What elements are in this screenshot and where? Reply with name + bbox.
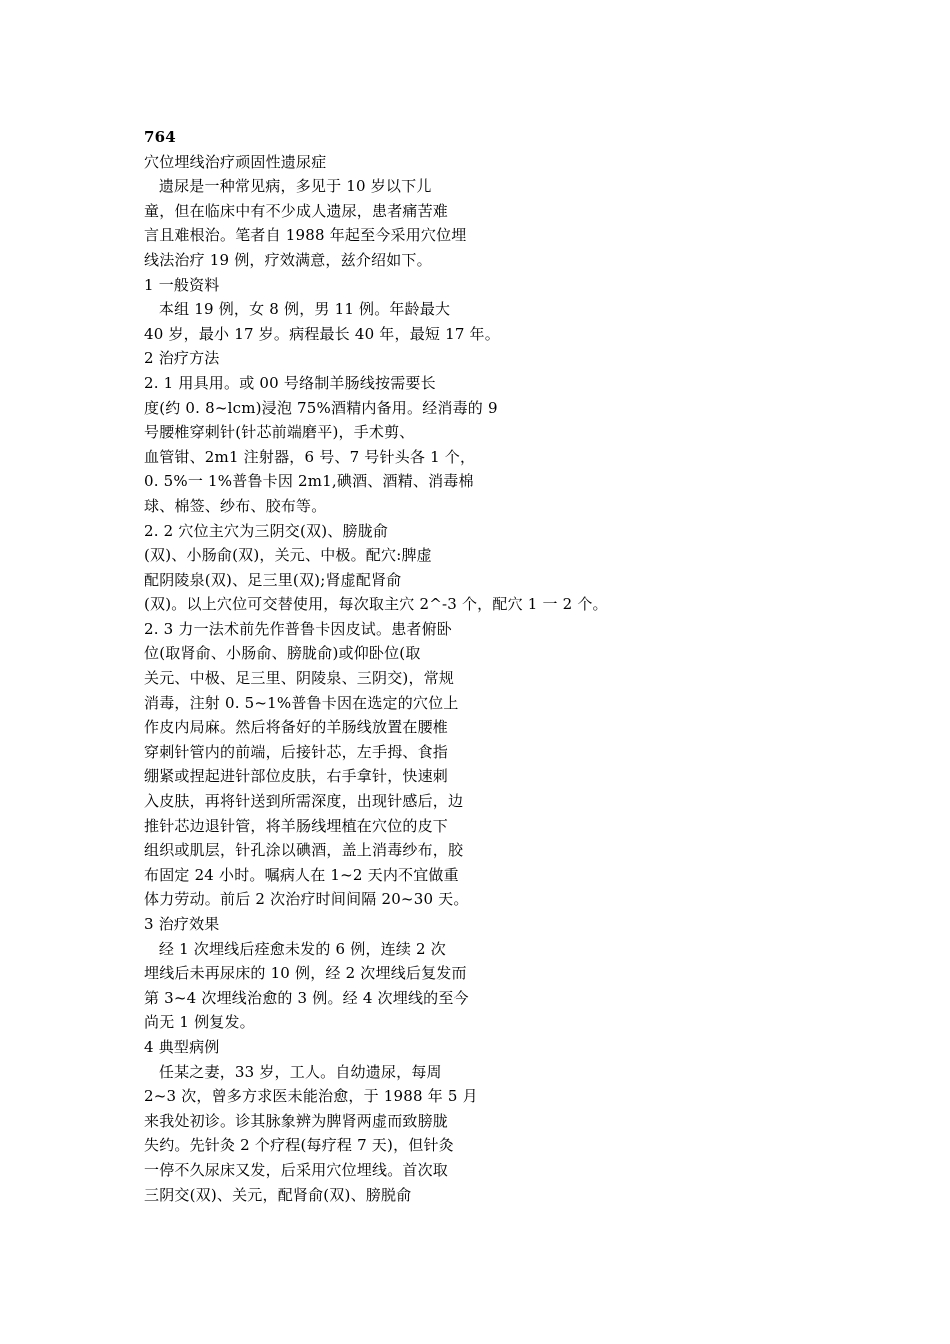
document-page (144, 125, 844, 1207)
text-line: 2. 2 穴位主穴为三阴交(双)、膀胧俞 (144, 521, 389, 540)
text-line: 2~3 次，曾多方求医未能治愈，于 1988 年 5 月 (144, 1087, 478, 1106)
text-line: 童，但在临床中有不少成人遗尿，患者痛苦难 (144, 201, 449, 220)
text-line: 埋线后未再尿床的 10 例，经 2 次埋线后复发而 (144, 964, 467, 983)
text-line: 遗尿是一种常见病，多见于 10 岁以下儿 (144, 177, 432, 196)
text-line: 组织或肌层，针孔涂以碘酒，盖上消毒纱布，胶 (144, 841, 464, 860)
text-line: 穿刺针管内的前端，后接针芯，左手拇、食指 (144, 742, 449, 761)
text-line: 血管钳、2m1 注射器，6 号、7 号针头各 1 个， (144, 447, 476, 466)
text-line: 三阴交(双)、关元，配肾俞(双)、膀脱俞 (144, 1185, 412, 1204)
text-line: 入皮肤，再将针送到所需深度，出现针感后，边 (144, 792, 464, 811)
text-line: 配阴陵泉(双)、足三里(双);肾虚配肾俞 (144, 570, 402, 589)
text-line: 4 典型病例 (144, 1037, 220, 1056)
text-line: 线法治疗 19 例，疗效满意，兹介绍如下。 (144, 250, 432, 269)
text-line: 位(取肾俞、小肠俞、膀胧俞)或仰卧位(取 (144, 644, 421, 663)
document-body (144, 150, 844, 1208)
text-line: 第 3~4 次埋线治愈的 3 例。经 4 次埋线的至今 (144, 988, 469, 1007)
text-line: 3 治疗效果 (144, 915, 220, 933)
text-line: 推针芯边退针管，将羊肠线埋植在穴位的皮下 (144, 816, 449, 835)
text-line: 度(约 0. 8~lcm)浸泡 75%酒精内备用。经消毒的 9 (144, 398, 498, 417)
text-line: 任某之妻，33 岁，工人。自幼遗尿，每周 (144, 1062, 442, 1081)
article-title: 穴位埋线治疗顽固性遗尿症 (144, 152, 327, 171)
text-line: 关元、中极、足三里、阴陵泉、三阴交)，常规 (144, 669, 455, 688)
text-line: 球、棉签、纱布、胶布等。 (144, 496, 327, 515)
text-line: 0. 5%一 1%普鲁卡因 2m1,碘酒、酒精、消毒棉 (144, 472, 474, 491)
text-line: 经 1 次埋线后痊愈未发的 6 例，连续 2 次 (144, 939, 446, 958)
text-line: 体力劳动。前后 2 次治疗时间间隔 20~30 天。 (144, 890, 469, 909)
text-line: 2. 3 力一法术前先作普鲁卡因皮试。患者俯卧 (144, 619, 452, 638)
text-line: 消毒，注射 0. 5~1%普鲁卡因在选定的穴位上 (144, 693, 459, 712)
text-line: 尚无 1 例复发。 (144, 1013, 255, 1032)
text-line: (双)。以上穴位可交替使用，每次取主穴 2^-3 个，配穴 1 一 2 个。 (144, 595, 608, 614)
text-line: 号腰椎穿刺针(针芯前端磨平)，手术剪、 (144, 423, 415, 442)
text-line: 一停不久尿床又发，后采用穴位埋线。首次取 (144, 1160, 449, 1179)
text-line: 2 治疗方法 (144, 349, 220, 368)
text-line: 绷紧或捏起进针部位皮肤，右手拿针，快速刺 (144, 767, 449, 786)
text-line: 言且难根治。笔者自 1988 年起至今采用穴位埋 (144, 226, 467, 245)
text-line: 布固定 24 小时。嘱病人在 1~2 天内不宜做重 (144, 865, 459, 884)
text-line: 失约。先针灸 2 个疗程(每疗程 7 天)，但针灸 (144, 1136, 454, 1155)
page-number: 764 (144, 128, 176, 146)
text-line: 1 一般资料 (144, 275, 220, 294)
text-line: 2. 1 用具用。或 00 号络制羊肠线按需要长 (144, 373, 436, 392)
text-line: 40 岁，最小 17 岁。病程最长 40 年，最短 17 年。 (144, 324, 500, 343)
text-line: 本组 19 例，女 8 例，男 11 例。年龄最大 (144, 300, 451, 319)
text-line: 来我处初诊。诊其脉象辨为脾肾两虚而致膀胧 (144, 1111, 449, 1130)
text-line: (双)、小肠俞(双)，关元、中极。配穴:脾虚 (144, 546, 432, 565)
text-line: 作皮内局麻。然后将备好的羊肠线放置在腰椎 (144, 718, 449, 737)
